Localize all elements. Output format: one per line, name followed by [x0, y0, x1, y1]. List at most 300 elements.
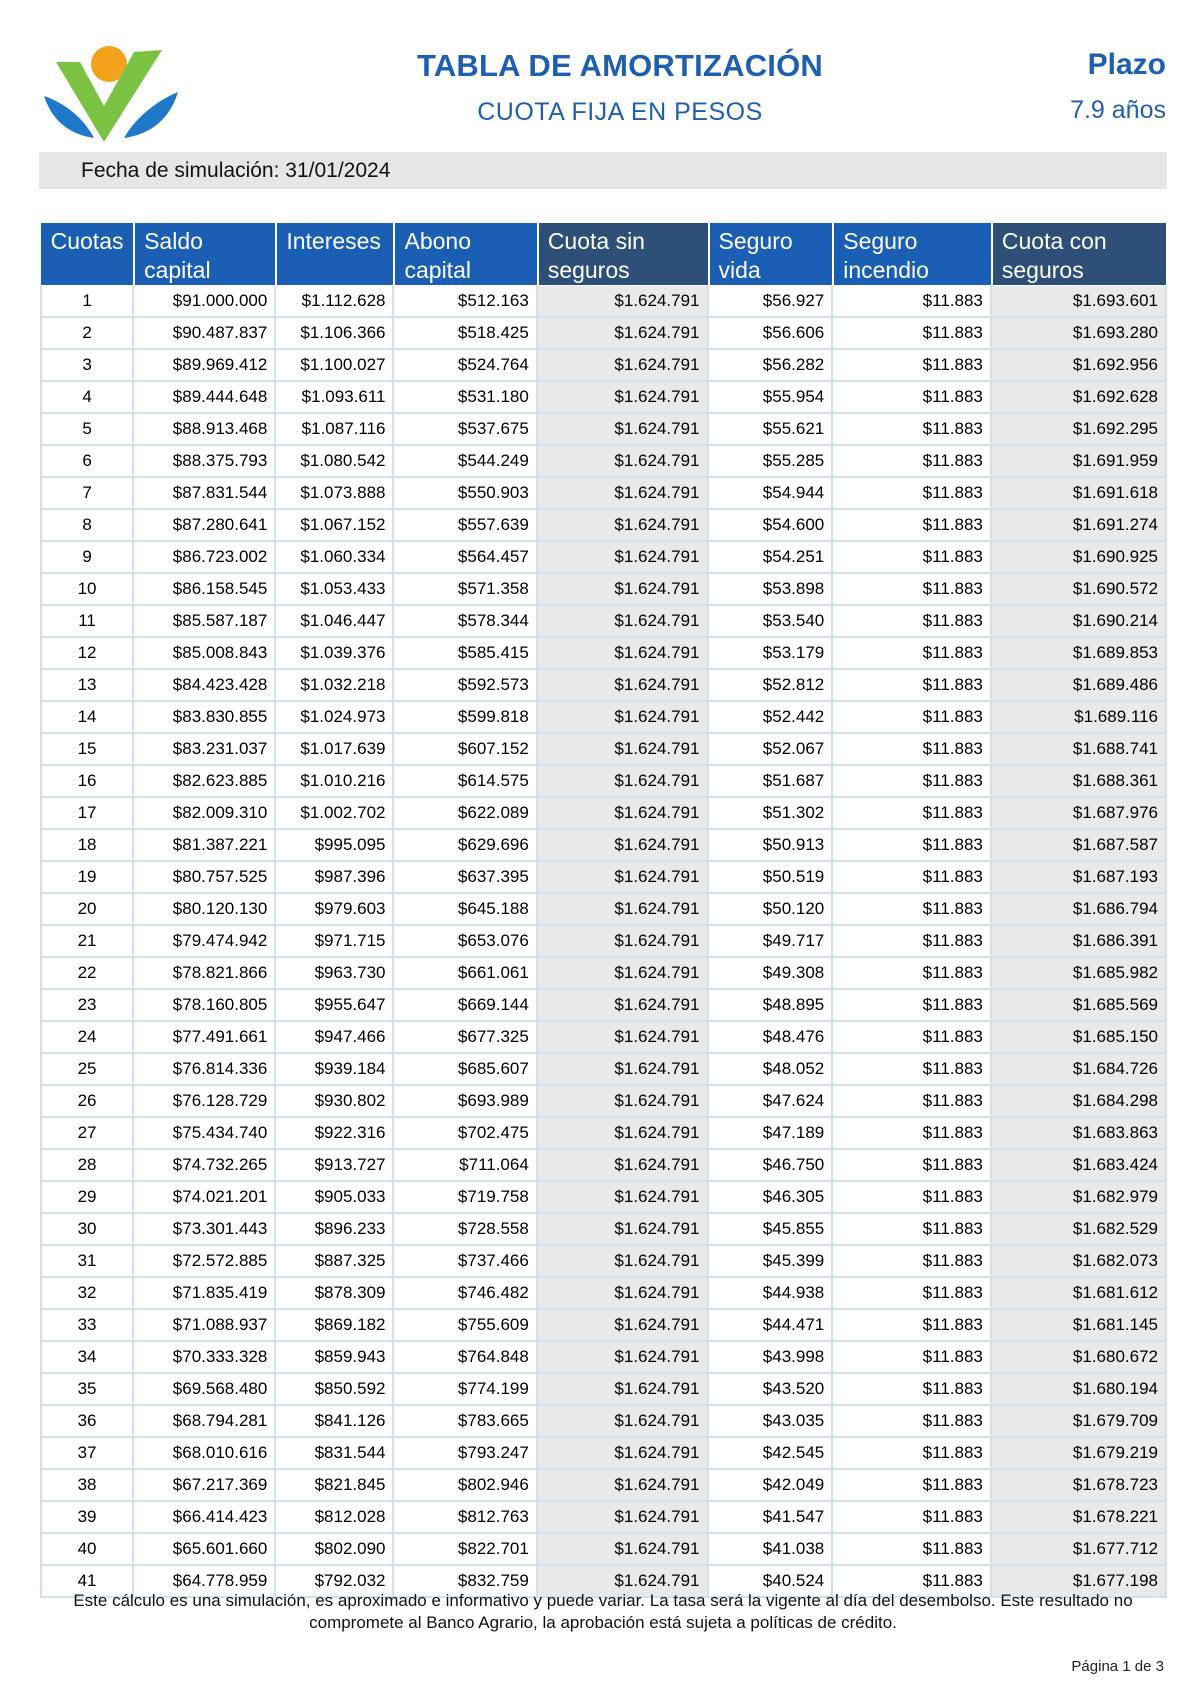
cell-abono-capital: $737.466 — [394, 1246, 537, 1278]
cell-seguro-incendio: $11.883 — [833, 1086, 992, 1118]
cell-intereses: $831.544 — [276, 1438, 394, 1470]
cell-cuota-con-seguros: $1.690.214 — [992, 606, 1167, 638]
cell-intereses: $896.233 — [276, 1214, 394, 1246]
cell-seguro-vida: $45.399 — [709, 1246, 834, 1278]
cell-cuota: 11 — [40, 606, 134, 638]
cell-saldo-capital: $72.572.885 — [134, 1246, 276, 1278]
cell-seguro-incendio: $11.883 — [833, 542, 992, 574]
cell-seguro-vida: $48.052 — [709, 1054, 834, 1086]
cell-cuota: 3 — [40, 350, 134, 382]
cell-seguro-vida: $50.913 — [709, 830, 834, 862]
cell-intereses: $913.727 — [276, 1150, 394, 1182]
col-header-seguro-vida: Seguro vida — [709, 222, 834, 286]
cell-cuota-sin-seguros: $1.624.791 — [538, 862, 709, 894]
cell-seguro-incendio: $11.883 — [833, 1246, 992, 1278]
cell-seguro-incendio: $11.883 — [833, 1310, 992, 1342]
cell-seguro-vida: $52.442 — [709, 702, 834, 734]
cell-seguro-incendio: $11.883 — [833, 478, 992, 510]
cell-abono-capital: $822.701 — [394, 1534, 537, 1566]
cell-cuota-con-seguros: $1.684.726 — [992, 1054, 1167, 1086]
cell-cuota: 34 — [40, 1342, 134, 1374]
cell-intereses: $955.647 — [276, 990, 394, 1022]
cell-seguro-vida: $56.606 — [709, 318, 834, 350]
cell-abono-capital: $802.946 — [394, 1470, 537, 1502]
cell-cuota-con-seguros: $1.686.391 — [992, 926, 1167, 958]
cell-cuota: 26 — [40, 1086, 134, 1118]
cell-abono-capital: $645.188 — [394, 894, 537, 926]
cell-cuota-con-seguros: $1.687.587 — [992, 830, 1167, 862]
title-block — [330, 48, 910, 127]
table-row — [40, 734, 1167, 766]
cell-abono-capital: $622.089 — [394, 798, 537, 830]
cell-saldo-capital: $78.160.805 — [134, 990, 276, 1022]
cell-cuota: 17 — [40, 798, 134, 830]
cell-abono-capital: $571.358 — [394, 574, 537, 606]
table-row — [40, 862, 1167, 894]
table-row — [40, 1022, 1167, 1054]
cell-cuota-sin-seguros: $1.624.791 — [538, 1150, 709, 1182]
cell-cuota: 13 — [40, 670, 134, 702]
cell-abono-capital: $774.199 — [394, 1374, 537, 1406]
cell-abono-capital: $755.609 — [394, 1310, 537, 1342]
cell-cuota: 40 — [40, 1534, 134, 1566]
cell-intereses: $987.396 — [276, 862, 394, 894]
cell-cuota-sin-seguros: $1.624.791 — [538, 1118, 709, 1150]
cell-seguro-vida: $56.927 — [709, 286, 834, 318]
table-row — [40, 606, 1167, 638]
cell-seguro-vida: $45.855 — [709, 1214, 834, 1246]
table-row — [40, 894, 1167, 926]
cell-intereses: $939.184 — [276, 1054, 394, 1086]
cell-cuota-con-seguros: $1.685.569 — [992, 990, 1167, 1022]
table-row — [40, 510, 1167, 542]
cell-saldo-capital: $68.010.616 — [134, 1438, 276, 1470]
cell-saldo-capital: $80.757.525 — [134, 862, 276, 894]
cell-saldo-capital: $82.009.310 — [134, 798, 276, 830]
cell-seguro-vida: $53.179 — [709, 638, 834, 670]
cell-intereses: $869.182 — [276, 1310, 394, 1342]
cell-cuota-con-seguros: $1.691.959 — [992, 446, 1167, 478]
cell-intereses: $922.316 — [276, 1118, 394, 1150]
cell-saldo-capital: $65.601.660 — [134, 1534, 276, 1566]
cell-saldo-capital: $90.487.837 — [134, 318, 276, 350]
cell-cuota-sin-seguros: $1.624.791 — [538, 1534, 709, 1566]
cell-intereses: $802.090 — [276, 1534, 394, 1566]
cell-saldo-capital: $76.814.336 — [134, 1054, 276, 1086]
cell-cuota-sin-seguros: $1.624.791 — [538, 606, 709, 638]
cell-cuota-sin-seguros: $1.624.791 — [538, 766, 709, 798]
cell-cuota: 33 — [40, 1310, 134, 1342]
cell-cuota-sin-seguros: $1.624.791 — [538, 670, 709, 702]
cell-saldo-capital: $85.587.187 — [134, 606, 276, 638]
table-row — [40, 702, 1167, 734]
cell-cuota-sin-seguros: $1.624.791 — [538, 1566, 709, 1598]
cell-intereses: $792.032 — [276, 1566, 394, 1598]
cell-seguro-incendio: $11.883 — [833, 926, 992, 958]
cell-seguro-incendio: $11.883 — [833, 1278, 992, 1310]
table-row — [40, 638, 1167, 670]
cell-cuota-con-seguros: $1.682.529 — [992, 1214, 1167, 1246]
table-row — [40, 542, 1167, 574]
cell-intereses: $850.592 — [276, 1374, 394, 1406]
cell-seguro-incendio: $11.883 — [833, 1374, 992, 1406]
cell-cuota-con-seguros: $1.680.194 — [992, 1374, 1167, 1406]
cell-saldo-capital: $71.835.419 — [134, 1278, 276, 1310]
cell-saldo-capital: $89.444.648 — [134, 382, 276, 414]
logo-leaf-right — [124, 92, 178, 138]
cell-saldo-capital: $74.732.265 — [134, 1150, 276, 1182]
cell-cuota: 7 — [40, 478, 134, 510]
cell-cuota-sin-seguros: $1.624.791 — [538, 1214, 709, 1246]
cell-cuota: 19 — [40, 862, 134, 894]
cell-cuota-con-seguros: $1.691.274 — [992, 510, 1167, 542]
cell-cuota: 24 — [40, 1022, 134, 1054]
cell-intereses: $947.466 — [276, 1022, 394, 1054]
cell-saldo-capital: $69.568.480 — [134, 1374, 276, 1406]
cell-seguro-vida: $49.308 — [709, 958, 834, 990]
cell-cuota: 5 — [40, 414, 134, 446]
cell-cuota-sin-seguros: $1.624.791 — [538, 414, 709, 446]
cell-intereses: $963.730 — [276, 958, 394, 990]
cell-cuota-con-seguros: $1.688.741 — [992, 734, 1167, 766]
cell-cuota-con-seguros: $1.682.979 — [992, 1182, 1167, 1214]
cell-seguro-vida: $49.717 — [709, 926, 834, 958]
cell-seguro-incendio: $11.883 — [833, 1566, 992, 1598]
table-row — [40, 1054, 1167, 1086]
cell-cuota-sin-seguros: $1.624.791 — [538, 638, 709, 670]
cell-abono-capital: $783.665 — [394, 1406, 537, 1438]
cell-abono-capital: $764.848 — [394, 1342, 537, 1374]
cell-intereses: $995.095 — [276, 830, 394, 862]
cell-intereses: $1.002.702 — [276, 798, 394, 830]
cell-cuota-sin-seguros: $1.624.791 — [538, 990, 709, 1022]
cell-seguro-vida: $52.812 — [709, 670, 834, 702]
cell-cuota: 25 — [40, 1054, 134, 1086]
cell-abono-capital: $614.575 — [394, 766, 537, 798]
cell-cuota-con-seguros: $1.681.145 — [992, 1310, 1167, 1342]
cell-intereses: $1.100.027 — [276, 350, 394, 382]
cell-cuota-con-seguros: $1.693.280 — [992, 318, 1167, 350]
cell-seguro-vida: $47.624 — [709, 1086, 834, 1118]
cell-cuota-sin-seguros: $1.624.791 — [538, 1502, 709, 1534]
cell-seguro-incendio: $11.883 — [833, 1534, 992, 1566]
table-row — [40, 414, 1167, 446]
cell-intereses: $878.309 — [276, 1278, 394, 1310]
cell-intereses: $1.060.334 — [276, 542, 394, 574]
cell-cuota-con-seguros: $1.691.618 — [992, 478, 1167, 510]
cell-seguro-vida: $41.038 — [709, 1534, 834, 1566]
cell-cuota-sin-seguros: $1.624.791 — [538, 926, 709, 958]
cell-abono-capital: $599.818 — [394, 702, 537, 734]
cell-saldo-capital: $67.217.369 — [134, 1470, 276, 1502]
cell-seguro-incendio: $11.883 — [833, 1118, 992, 1150]
cell-cuota: 38 — [40, 1470, 134, 1502]
table-row — [40, 1182, 1167, 1214]
cell-abono-capital: $661.061 — [394, 958, 537, 990]
cell-saldo-capital: $71.088.937 — [134, 1310, 276, 1342]
cell-cuota: 16 — [40, 766, 134, 798]
cell-cuota-sin-seguros: $1.624.791 — [538, 574, 709, 606]
cell-seguro-vida: $42.545 — [709, 1438, 834, 1470]
cell-cuota-con-seguros: $1.685.982 — [992, 958, 1167, 990]
cell-cuota-con-seguros: $1.692.956 — [992, 350, 1167, 382]
table-row — [40, 990, 1167, 1022]
col-header-cuotas: Cuotas — [40, 222, 134, 286]
cell-seguro-vida: $56.282 — [709, 350, 834, 382]
cell-saldo-capital: $88.913.468 — [134, 414, 276, 446]
cell-seguro-incendio: $11.883 — [833, 1214, 992, 1246]
cell-seguro-incendio: $11.883 — [833, 574, 992, 606]
cell-intereses: $930.802 — [276, 1086, 394, 1118]
cell-cuota-con-seguros: $1.682.073 — [992, 1246, 1167, 1278]
cell-cuota: 37 — [40, 1438, 134, 1470]
table-row — [40, 766, 1167, 798]
cell-saldo-capital: $86.723.002 — [134, 542, 276, 574]
table-row — [40, 1086, 1167, 1118]
col-header-cuota-sin-seguros: Cuota sin seguros — [538, 222, 709, 286]
table-row — [40, 1534, 1167, 1566]
cell-cuota-sin-seguros: $1.624.791 — [538, 1342, 709, 1374]
cell-cuota: 35 — [40, 1374, 134, 1406]
cell-cuota: 29 — [40, 1182, 134, 1214]
cell-intereses: $1.087.116 — [276, 414, 394, 446]
cell-seguro-incendio: $11.883 — [833, 350, 992, 382]
cell-seguro-vida: $46.305 — [709, 1182, 834, 1214]
cell-seguro-incendio: $11.883 — [833, 766, 992, 798]
cell-seguro-incendio: $11.883 — [833, 382, 992, 414]
cell-seguro-incendio: $11.883 — [833, 798, 992, 830]
cell-saldo-capital: $87.280.641 — [134, 510, 276, 542]
cell-seguro-vida: $52.067 — [709, 734, 834, 766]
cell-saldo-capital: $80.120.130 — [134, 894, 276, 926]
cell-seguro-vida: $51.687 — [709, 766, 834, 798]
cell-seguro-vida: $55.285 — [709, 446, 834, 478]
cell-cuota-sin-seguros: $1.624.791 — [538, 1310, 709, 1342]
cell-saldo-capital: $83.830.855 — [134, 702, 276, 734]
cell-intereses: $1.093.611 — [276, 382, 394, 414]
cell-cuota-con-seguros: $1.690.572 — [992, 574, 1167, 606]
cell-cuota-con-seguros: $1.690.925 — [992, 542, 1167, 574]
cell-intereses: $821.845 — [276, 1470, 394, 1502]
cell-abono-capital: $524.764 — [394, 350, 537, 382]
table-row — [40, 1310, 1167, 1342]
cell-abono-capital: $812.763 — [394, 1502, 537, 1534]
cell-cuota-sin-seguros: $1.624.791 — [538, 958, 709, 990]
col-header-intereses: Intereses — [276, 222, 394, 286]
cell-intereses: $905.033 — [276, 1182, 394, 1214]
cell-abono-capital: $637.395 — [394, 862, 537, 894]
cell-abono-capital: $702.475 — [394, 1118, 537, 1150]
cell-cuota: 21 — [40, 926, 134, 958]
cell-cuota: 9 — [40, 542, 134, 574]
cell-intereses: $1.039.376 — [276, 638, 394, 670]
col-header-cuota-con-seguros: Cuota con seguros — [992, 222, 1167, 286]
cell-saldo-capital: $64.778.959 — [134, 1566, 276, 1598]
cell-seguro-incendio: $11.883 — [833, 734, 992, 766]
cell-abono-capital: $746.482 — [394, 1278, 537, 1310]
table-row — [40, 1214, 1167, 1246]
cell-abono-capital: $685.607 — [394, 1054, 537, 1086]
cell-intereses: $1.106.366 — [276, 318, 394, 350]
table-row — [40, 382, 1167, 414]
cell-cuota-con-seguros: $1.679.709 — [992, 1406, 1167, 1438]
cell-cuota: 14 — [40, 702, 134, 734]
cell-intereses: $1.017.639 — [276, 734, 394, 766]
cell-cuota: 41 — [40, 1566, 134, 1598]
cell-saldo-capital: $87.831.544 — [134, 478, 276, 510]
cell-cuota: 8 — [40, 510, 134, 542]
cell-saldo-capital: $89.969.412 — [134, 350, 276, 382]
cell-intereses: $1.024.973 — [276, 702, 394, 734]
cell-seguro-vida: $43.035 — [709, 1406, 834, 1438]
col-header-saldo-capital: Saldo capital — [134, 222, 276, 286]
table-row — [40, 350, 1167, 382]
table-row — [40, 1246, 1167, 1278]
cell-cuota-sin-seguros: $1.624.791 — [538, 1086, 709, 1118]
cell-seguro-incendio: $11.883 — [833, 1406, 992, 1438]
cell-seguro-vida: $48.476 — [709, 1022, 834, 1054]
cell-cuota-sin-seguros: $1.624.791 — [538, 798, 709, 830]
cell-seguro-vida: $54.251 — [709, 542, 834, 574]
cell-seguro-incendio: $11.883 — [833, 670, 992, 702]
cell-seguro-incendio: $11.883 — [833, 830, 992, 862]
cell-intereses: $1.112.628 — [276, 286, 394, 318]
table-row — [40, 1438, 1167, 1470]
document-title: TABLA DE AMORTIZACIÓN — [416, 48, 823, 83]
cell-cuota-con-seguros: $1.686.794 — [992, 894, 1167, 926]
cell-cuota-con-seguros: $1.692.628 — [992, 382, 1167, 414]
cell-cuota: 39 — [40, 1502, 134, 1534]
table-row — [40, 1502, 1167, 1534]
cell-abono-capital: $693.989 — [394, 1086, 537, 1118]
cell-cuota: 23 — [40, 990, 134, 1022]
cell-seguro-vida: $50.120 — [709, 894, 834, 926]
cell-abono-capital: $629.696 — [394, 830, 537, 862]
table-row — [40, 286, 1167, 318]
cell-abono-capital: $677.325 — [394, 1022, 537, 1054]
cell-intereses: $887.325 — [276, 1246, 394, 1278]
cell-intereses: $1.046.447 — [276, 606, 394, 638]
cell-abono-capital: $550.903 — [394, 478, 537, 510]
cell-seguro-vida: $44.938 — [709, 1278, 834, 1310]
cell-cuota: 2 — [40, 318, 134, 350]
cell-cuota-con-seguros: $1.692.295 — [992, 414, 1167, 446]
cell-cuota-con-seguros: $1.683.424 — [992, 1150, 1167, 1182]
cell-seguro-incendio: $11.883 — [833, 638, 992, 670]
cell-seguro-vida: $55.954 — [709, 382, 834, 414]
cell-saldo-capital: $73.301.443 — [134, 1214, 276, 1246]
cell-seguro-incendio: $11.883 — [833, 1150, 992, 1182]
amortization-table — [40, 222, 1167, 1598]
cell-abono-capital: $669.144 — [394, 990, 537, 1022]
cell-cuota-sin-seguros: $1.624.791 — [538, 542, 709, 574]
cell-cuota-con-seguros: $1.679.219 — [992, 1438, 1167, 1470]
cell-saldo-capital: $74.021.201 — [134, 1182, 276, 1214]
cell-seguro-vida: $51.302 — [709, 798, 834, 830]
cell-abono-capital: $518.425 — [394, 318, 537, 350]
cell-saldo-capital: $68.794.281 — [134, 1406, 276, 1438]
cell-abono-capital: $653.076 — [394, 926, 537, 958]
cell-saldo-capital: $70.333.328 — [134, 1342, 276, 1374]
cell-cuota-sin-seguros: $1.624.791 — [538, 286, 709, 318]
cell-cuota-sin-seguros: $1.624.791 — [538, 1438, 709, 1470]
cell-seguro-vida: $43.520 — [709, 1374, 834, 1406]
cell-cuota-sin-seguros: $1.624.791 — [538, 446, 709, 478]
col-header-abono-capital: Abono capital — [394, 222, 537, 286]
cell-cuota-con-seguros: $1.693.601 — [992, 286, 1167, 318]
cell-seguro-incendio: $11.883 — [833, 1054, 992, 1086]
table-header-row — [40, 222, 1167, 286]
cell-seguro-incendio: $11.883 — [833, 894, 992, 926]
table-row — [40, 958, 1167, 990]
table-row — [40, 1278, 1167, 1310]
cell-cuota-sin-seguros: $1.624.791 — [538, 1022, 709, 1054]
cell-cuota-sin-seguros: $1.624.791 — [538, 510, 709, 542]
cell-intereses: $1.010.216 — [276, 766, 394, 798]
cell-cuota-con-seguros: $1.678.723 — [992, 1470, 1167, 1502]
cell-seguro-vida: $54.600 — [709, 510, 834, 542]
simulation-date: Fecha de simulación: 31/01/2024 — [81, 159, 391, 182]
cell-intereses: $971.715 — [276, 926, 394, 958]
cell-abono-capital: $592.573 — [394, 670, 537, 702]
cell-seguro-vida: $53.540 — [709, 606, 834, 638]
cell-abono-capital: $585.415 — [394, 638, 537, 670]
cell-saldo-capital: $76.128.729 — [134, 1086, 276, 1118]
cell-seguro-vida: $55.621 — [709, 414, 834, 446]
cell-saldo-capital: $86.158.545 — [134, 574, 276, 606]
cell-intereses: $812.028 — [276, 1502, 394, 1534]
cell-cuota-sin-seguros: $1.624.791 — [538, 1182, 709, 1214]
cell-intereses: $1.067.152 — [276, 510, 394, 542]
cell-abono-capital: $607.152 — [394, 734, 537, 766]
cell-saldo-capital: $66.414.423 — [134, 1502, 276, 1534]
cell-seguro-incendio: $11.883 — [833, 510, 992, 542]
cell-intereses: $1.032.218 — [276, 670, 394, 702]
cell-cuota: 20 — [40, 894, 134, 926]
cell-cuota: 22 — [40, 958, 134, 990]
cell-abono-capital: $564.457 — [394, 542, 537, 574]
document-subtitle: CUOTA FIJA EN PESOS — [477, 98, 763, 126]
cell-cuota-sin-seguros: $1.624.791 — [538, 318, 709, 350]
cell-abono-capital: $544.249 — [394, 446, 537, 478]
table-row — [40, 1374, 1167, 1406]
cell-seguro-vida: $50.519 — [709, 862, 834, 894]
cell-saldo-capital: $91.000.000 — [134, 286, 276, 318]
cell-cuota: 4 — [40, 382, 134, 414]
cell-saldo-capital: $75.434.740 — [134, 1118, 276, 1150]
cell-seguro-incendio: $11.883 — [833, 286, 992, 318]
cell-saldo-capital: $78.821.866 — [134, 958, 276, 990]
cell-cuota: 27 — [40, 1118, 134, 1150]
cell-cuota-con-seguros: $1.689.116 — [992, 702, 1167, 734]
cell-seguro-vida: $53.898 — [709, 574, 834, 606]
table-row — [40, 1342, 1167, 1374]
cell-cuota-sin-seguros: $1.624.791 — [538, 478, 709, 510]
cell-seguro-incendio: $11.883 — [833, 1342, 992, 1374]
cell-cuota: 31 — [40, 1246, 134, 1278]
cell-intereses: $859.943 — [276, 1342, 394, 1374]
term-value: 7.9 años — [1070, 96, 1166, 124]
cell-cuota-con-seguros: $1.680.672 — [992, 1342, 1167, 1374]
cell-saldo-capital: $81.387.221 — [134, 830, 276, 862]
cell-cuota-con-seguros: $1.688.361 — [992, 766, 1167, 798]
cell-abono-capital: $719.758 — [394, 1182, 537, 1214]
cell-abono-capital: $512.163 — [394, 286, 537, 318]
cell-cuota-sin-seguros: $1.624.791 — [538, 1374, 709, 1406]
cell-cuota-sin-seguros: $1.624.791 — [538, 830, 709, 862]
table-row — [40, 1150, 1167, 1182]
cell-seguro-incendio: $11.883 — [833, 990, 992, 1022]
